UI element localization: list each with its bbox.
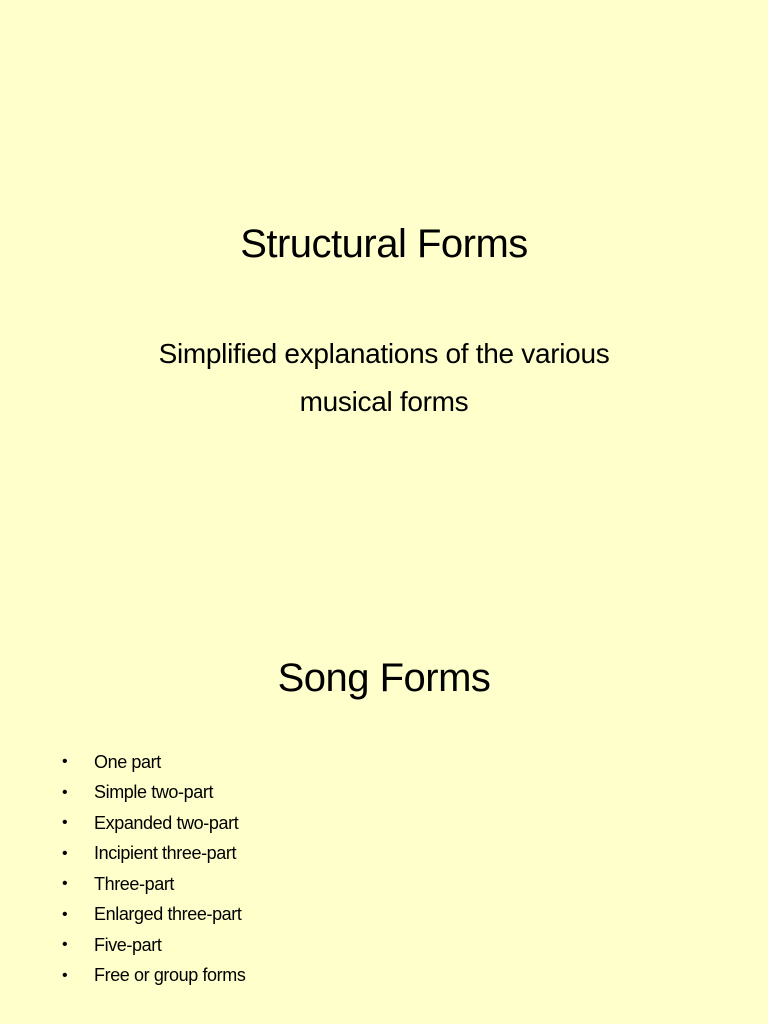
bullet-icon: • <box>62 875 68 893</box>
list-item <box>62 869 245 900</box>
list-item <box>62 778 245 809</box>
bullet-icon: • <box>62 936 68 954</box>
bullet-icon: • <box>62 905 68 923</box>
bullet-icon: • <box>62 844 68 862</box>
slide-title-heading: Structural Forms <box>240 222 528 266</box>
list-item <box>62 961 245 992</box>
bullet-icon: • <box>62 966 68 984</box>
list-item-label: Five-part <box>94 934 162 955</box>
list-item-label: One part <box>94 751 161 772</box>
slide-subtitle <box>84 330 684 426</box>
list-item-label: Incipient three-part <box>94 843 237 864</box>
bullet-icon: • <box>62 783 68 801</box>
list-item <box>62 747 245 778</box>
bullet-icon: • <box>62 753 68 771</box>
list-item-label: Free or group forms <box>94 965 246 986</box>
song-forms-heading: Song Forms <box>277 656 491 700</box>
subtitle-line-2: musical forms <box>299 386 469 417</box>
list-item <box>62 930 245 961</box>
bullet-icon: • <box>62 814 68 832</box>
subtitle-line-1: Simplified explanations of the various <box>158 338 610 369</box>
song-forms-list <box>62 747 245 991</box>
list-item-label: Simple two-part <box>94 782 214 803</box>
list-item <box>62 839 245 870</box>
list-item-label: Three-part <box>94 873 175 894</box>
list-item-label: Expanded two-part <box>94 812 239 833</box>
list-item <box>62 808 245 839</box>
list-item-label: Enlarged three-part <box>94 904 242 925</box>
list-item <box>62 900 245 931</box>
slide-song-forms <box>0 576 768 1024</box>
